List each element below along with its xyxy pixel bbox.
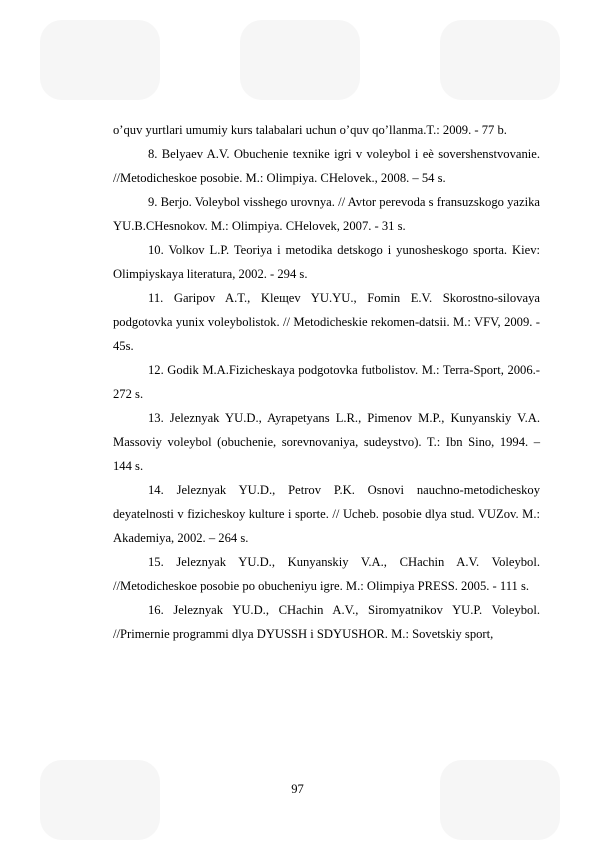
reference-item: 8. Belyaev A.V. Obuchenie texnike igri v voleybol i eè sovershenstvovanie. //Metodicheskoe posobie. M.: Olimpiya. CHelovek., 2008. – 54 s.	[113, 147, 540, 185]
watermark-tile	[440, 760, 560, 840]
reference-item: 14. Jeleznyak YU.D., Petrov P.K. Osnovi nauchno-metodicheskoy deyatelnosti v fizicheskoy kulture i sporte. // Ucheb. posobie dlya stud. VUZov. M.: Akademiya, 2002. – 264 s.	[113, 483, 540, 545]
reference-list	[113, 118, 540, 646]
reference-item: 13. Jeleznyak YU.D., Ayrapetyans L.R., Pimenov M.P., Kunyanskiy V.A. Massoviy voleybol (obuchenie, sorevnovaniya, sudeystvo). T.: Ibn Sino, 1994. – 144 s.	[113, 411, 540, 473]
reference-item: 9. Berjo. Voleybol visshego urovnya. // Avtor perevoda s fransuzskogo yazika YU.B.CHesnokov. M.: Olimpiya. CHelovek, 2007. - 31 s.	[113, 195, 540, 233]
continuation-line: o’quv yurtlari umumiy kurs talabalari uchun o’quv qo’llanma.T.: 2009. - 77 b.	[113, 123, 507, 137]
page-number: 97	[291, 782, 304, 796]
watermark-tile	[240, 20, 360, 100]
reference-item: 16. Jeleznyak YU.D., CHachin A.V., Siromyatnikov YU.P. Voleybol. //Primernie programmi dlya DYUSSH i SDYUSHOR. M.: Sovetskiy sport,	[113, 603, 540, 641]
reference-item: 15. Jeleznyak YU.D., Kunyanskiy V.A., CHachin A.V. Voleybol. //Metodicheskoe posobie po obucheniyu igre. M.: Olimpiya PRESS. 2005. - 111 s.	[113, 555, 540, 593]
reference-item: 11. Garipov A.T., Kleщev YU.YU., Fomin E.V. Skorostno-silovaya podgotovka yunix voleybolistok. // Metodicheskie rekomen-datsii. M.: VFV, 2009. - 45s.	[113, 291, 540, 353]
watermark-tile	[440, 20, 560, 100]
reference-item: 12. Godik M.A.Fizicheskaya podgotovka futbolistov. M.: Terra-Sport, 2006.- 272 s.	[113, 363, 540, 401]
watermark-tile	[40, 20, 160, 100]
watermark-tile	[40, 760, 160, 840]
reference-item: 10. Volkov L.P. Teoriya i metodika detskogo i yunosheskogo sporta. Kiev: Olimpiyskaya literatura, 2002. - 294 s.	[113, 243, 540, 281]
